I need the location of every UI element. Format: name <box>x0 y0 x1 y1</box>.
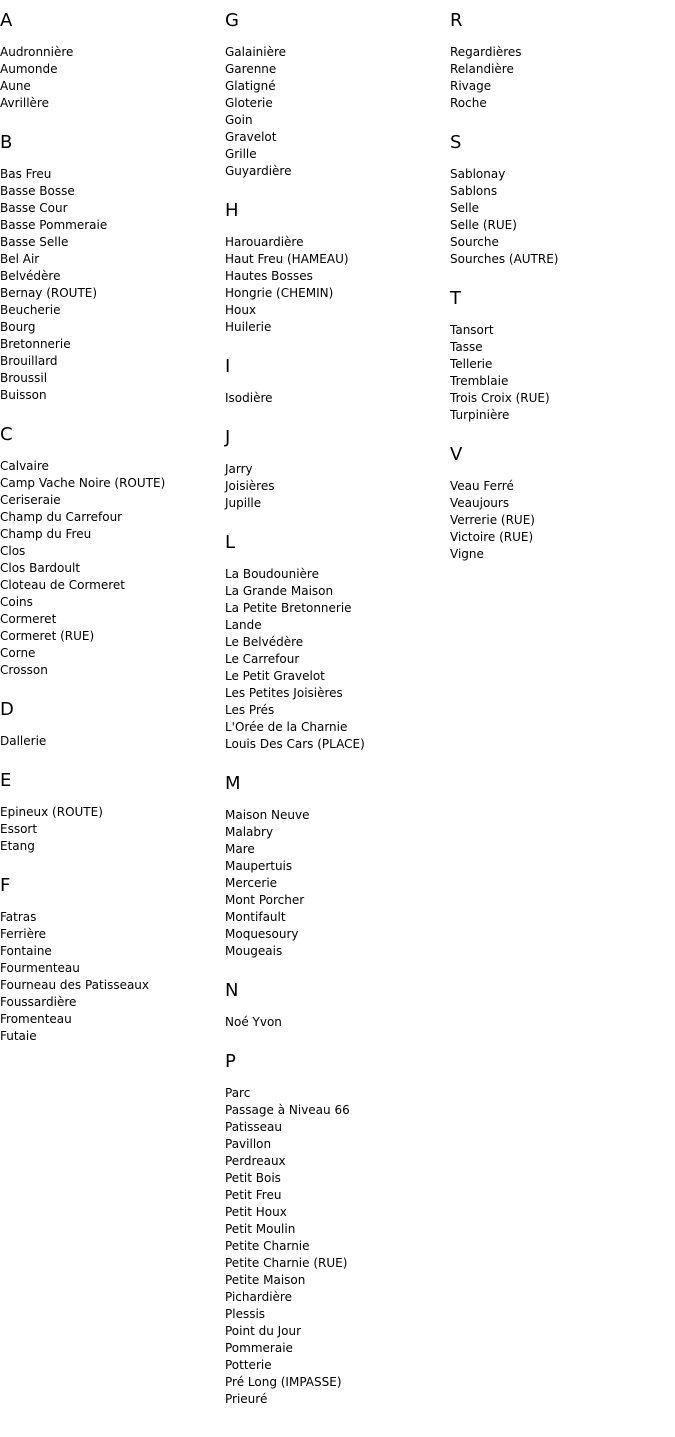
letter-heading: B <box>0 132 13 153</box>
place-list <box>225 234 450 336</box>
place-link[interactable]: Perdreaux <box>225 1154 286 1168</box>
place-link[interactable]: Belvédère <box>0 269 61 283</box>
letter-heading: C <box>0 424 13 445</box>
letter-section <box>0 8 225 112</box>
place-link[interactable]: Crosson <box>0 663 48 677</box>
place-list <box>225 1014 450 1031</box>
place-link[interactable]: Plessis <box>225 1307 266 1321</box>
letter-heading: A <box>0 10 13 31</box>
place-link[interactable]: Futaie <box>0 1029 37 1043</box>
place-link[interactable]: Pré Long (IMPASSE) <box>225 1375 342 1389</box>
place-link[interactable]: Victoire (RUE) <box>450 530 534 544</box>
place-link[interactable]: Veau Ferré <box>450 479 514 493</box>
place-list <box>225 807 450 960</box>
place-list <box>450 166 675 268</box>
place-link[interactable]: Fatras <box>0 910 37 924</box>
place-link[interactable]: Etang <box>0 839 35 853</box>
place-link[interactable]: Sablonay <box>450 167 506 181</box>
letter-heading: R <box>450 10 463 31</box>
place-link[interactable]: Mougeais <box>225 944 283 958</box>
place-link[interactable]: Pommeraie <box>225 1341 293 1355</box>
place-link[interactable]: Bretonnerie <box>0 337 71 351</box>
index-column-3 <box>450 8 675 581</box>
index-column-2 <box>225 8 450 1426</box>
place-link[interactable]: Louis Des Cars (PLACE) <box>225 737 365 751</box>
place-list <box>225 1085 450 1408</box>
letter-heading: M <box>225 773 241 794</box>
place-link[interactable]: Houx <box>225 303 257 317</box>
letter-section <box>450 286 675 424</box>
place-link[interactable]: Haut Freu (HAMEAU) <box>225 252 349 266</box>
place-list <box>225 566 450 753</box>
letter-heading: T <box>450 288 461 309</box>
place-link[interactable]: Avrillère <box>0 96 49 110</box>
letter-heading: F <box>0 875 11 896</box>
place-link[interactable]: Galainière <box>225 45 287 59</box>
letter-section <box>225 530 450 753</box>
place-link[interactable]: L'Orée de la Charnie <box>225 720 348 734</box>
place-link[interactable]: Selle (RUE) <box>450 218 517 232</box>
letter-heading: D <box>0 699 14 720</box>
place-link[interactable]: Sourches (AUTRE) <box>450 252 559 266</box>
place-link[interactable]: Gloterie <box>225 96 273 110</box>
place-link[interactable]: Lande <box>225 618 262 632</box>
place-link[interactable]: Jarry <box>225 462 253 476</box>
place-link[interactable]: Mont Porcher <box>225 893 305 907</box>
place-list <box>0 458 225 679</box>
place-list <box>0 166 225 404</box>
place-link[interactable]: Sablons <box>450 184 498 198</box>
place-link[interactable]: Selle <box>450 201 480 215</box>
letter-section <box>225 978 450 1031</box>
place-link[interactable]: Noé Yvon <box>225 1015 282 1029</box>
letter-section <box>0 422 225 679</box>
place-list <box>225 461 450 512</box>
place-link[interactable]: Verrerie (RUE) <box>450 513 535 527</box>
place-link[interactable]: Buisson <box>0 388 47 402</box>
place-link[interactable]: Vigne <box>450 547 484 561</box>
place-link[interactable]: La Petite Bretonnerie <box>225 601 352 615</box>
letter-heading: L <box>225 532 236 553</box>
place-link[interactable]: Clos Bardoult <box>0 561 81 575</box>
place-link[interactable]: Beucherie <box>0 303 61 317</box>
place-link[interactable]: Sourche <box>450 235 499 249</box>
place-link[interactable]: Mercerie <box>225 876 278 890</box>
place-list <box>450 322 675 424</box>
place-list <box>0 804 225 855</box>
letter-heading: J <box>225 427 231 448</box>
place-link[interactable]: Bernay (ROUTE) <box>0 286 98 300</box>
place-link[interactable]: Gravelot <box>225 130 277 144</box>
place-link[interactable]: Petit Houx <box>225 1205 287 1219</box>
place-link[interactable]: Patisseau <box>225 1120 282 1134</box>
place-link[interactable]: Pavillon <box>225 1137 272 1151</box>
place-link[interactable]: Potterie <box>225 1358 272 1372</box>
place-link[interactable]: Tremblaie <box>450 374 509 388</box>
place-list <box>450 478 675 563</box>
letter-heading: H <box>225 200 239 221</box>
place-link[interactable]: Corne <box>0 646 36 660</box>
place-link[interactable]: Brouillard <box>0 354 58 368</box>
place-link[interactable]: Harouardière <box>225 235 304 249</box>
place-link[interactable]: Foussardière <box>0 995 77 1009</box>
letter-heading: I <box>225 356 231 377</box>
place-link[interactable]: Relandière <box>450 62 514 76</box>
letter-section <box>225 198 450 336</box>
place-link[interactable]: Bas Freu <box>0 167 52 181</box>
letter-heading: E <box>0 770 12 791</box>
place-link[interactable]: Jupille <box>225 496 262 510</box>
place-link[interactable]: Mare <box>225 842 255 856</box>
place-link[interactable]: Petite Maison <box>225 1273 306 1287</box>
place-list <box>0 909 225 1045</box>
place-link[interactable]: Calvaire <box>0 459 49 473</box>
place-link[interactable]: Aumonde <box>0 62 58 76</box>
place-link[interactable]: Isodière <box>225 391 273 405</box>
letter-heading: V <box>450 444 463 465</box>
place-link[interactable]: Montifault <box>225 910 286 924</box>
letter-section <box>450 8 675 112</box>
place-link[interactable]: Les Prés <box>225 703 275 717</box>
place-link[interactable]: Garenne <box>225 62 277 76</box>
place-link[interactable]: Turpinière <box>450 408 510 422</box>
place-link[interactable]: Maupertuis <box>225 859 293 873</box>
letter-heading: S <box>450 132 462 153</box>
place-link[interactable]: Malabry <box>225 825 274 839</box>
place-link[interactable]: Basse Cour <box>0 201 68 215</box>
place-link[interactable]: Le Belvédère <box>225 635 304 649</box>
letter-section <box>0 130 225 404</box>
index-column-1 <box>0 8 225 1063</box>
place-list <box>225 44 450 180</box>
place-link[interactable]: Essort <box>0 822 38 836</box>
place-list <box>0 733 225 750</box>
place-link[interactable]: Petite Charnie <box>225 1239 310 1253</box>
place-link[interactable]: Grille <box>225 147 257 161</box>
place-link[interactable]: Trois Croix (RUE) <box>450 391 550 405</box>
place-link[interactable]: Epineux (ROUTE) <box>0 805 103 819</box>
place-list <box>225 390 450 407</box>
letter-section <box>225 771 450 960</box>
place-link[interactable]: Maison Neuve <box>225 808 310 822</box>
place-list <box>450 44 675 112</box>
place-link[interactable]: La Grande Maison <box>225 584 334 598</box>
letter-section <box>0 768 225 855</box>
place-link[interactable]: Parc <box>225 1086 251 1100</box>
place-link[interactable]: Petit Bois <box>225 1171 281 1185</box>
place-link[interactable]: Moquesoury <box>225 927 299 941</box>
place-link[interactable]: Aune <box>0 79 31 93</box>
place-link[interactable]: Champ du Freu <box>0 527 92 541</box>
place-link[interactable]: Audronnière <box>0 45 74 59</box>
place-link[interactable]: Fontaine <box>0 944 52 958</box>
place-link[interactable]: Rivage <box>450 79 492 93</box>
place-link[interactable]: Joisières <box>225 479 275 493</box>
place-link[interactable]: Point du Jour <box>225 1324 302 1338</box>
place-link[interactable]: Pichardière <box>225 1290 292 1304</box>
place-link[interactable]: Veaujours <box>450 496 510 510</box>
place-link[interactable]: Fourneau des Patisseaux <box>0 978 150 992</box>
place-link[interactable]: Petite Charnie (RUE) <box>225 1256 348 1270</box>
place-link[interactable]: Basse Selle <box>0 235 69 249</box>
letter-section <box>450 442 675 563</box>
place-link[interactable]: Goin <box>225 113 253 127</box>
place-link[interactable]: Hongrie (CHEMIN) <box>225 286 334 300</box>
place-link[interactable]: Roche <box>450 96 487 110</box>
letter-section <box>225 425 450 512</box>
place-link[interactable]: Bel Air <box>0 252 40 266</box>
place-link[interactable]: Les Petites Joisières <box>225 686 343 700</box>
place-link[interactable]: Bourg <box>0 320 36 334</box>
place-link[interactable]: Regardières <box>450 45 522 59</box>
place-link[interactable]: Fourmenteau <box>0 961 80 975</box>
place-link[interactable]: Glatigné <box>225 79 276 93</box>
place-link[interactable]: Champ du Carrefour <box>0 510 123 524</box>
place-link[interactable]: Clos <box>0 544 26 558</box>
place-link[interactable]: Le Petit Gravelot <box>225 669 325 683</box>
place-link[interactable]: Le Carrefour <box>225 652 300 666</box>
place-link[interactable]: Petit Moulin <box>225 1222 296 1236</box>
letter-section <box>225 354 450 407</box>
place-link[interactable]: Fromenteau <box>0 1012 72 1026</box>
letter-section <box>0 873 225 1045</box>
place-link[interactable]: Tellerie <box>450 357 493 371</box>
place-link[interactable]: La Boudounière <box>225 567 319 581</box>
place-link[interactable]: Prieuré <box>225 1392 268 1406</box>
letter-section <box>0 697 225 750</box>
place-list <box>0 44 225 112</box>
place-link[interactable]: Coins <box>0 595 33 609</box>
letter-section <box>225 8 450 180</box>
place-link[interactable]: Tansort <box>450 323 494 337</box>
place-link[interactable]: Cloteau de Cormeret <box>0 578 126 592</box>
place-link[interactable]: Dallerie <box>0 734 47 748</box>
letter-heading: N <box>225 980 239 1001</box>
place-link[interactable]: Huilerie <box>225 320 272 334</box>
letter-section <box>450 130 675 268</box>
place-link[interactable]: Basse Bosse <box>0 184 75 198</box>
place-link[interactable]: Hautes Bosses <box>225 269 313 283</box>
place-link[interactable]: Cormeret <box>0 612 57 626</box>
letter-heading: G <box>225 10 239 31</box>
place-link[interactable]: Cormeret (RUE) <box>0 629 95 643</box>
place-link[interactable]: Ceriseraie <box>0 493 61 507</box>
letter-section <box>225 1049 450 1408</box>
place-link[interactable]: Guyardière <box>225 164 292 178</box>
letter-heading: P <box>225 1051 236 1072</box>
place-link[interactable]: Petit Freu <box>225 1188 282 1202</box>
place-link[interactable]: Basse Pommeraie <box>0 218 108 232</box>
place-link[interactable]: Passage à Niveau 66 <box>225 1103 350 1117</box>
place-link[interactable]: Tasse <box>450 340 483 354</box>
place-link[interactable]: Ferrière <box>0 927 47 941</box>
place-link[interactable]: Camp Vache Noire (ROUTE) <box>0 476 166 490</box>
place-link[interactable]: Broussil <box>0 371 48 385</box>
